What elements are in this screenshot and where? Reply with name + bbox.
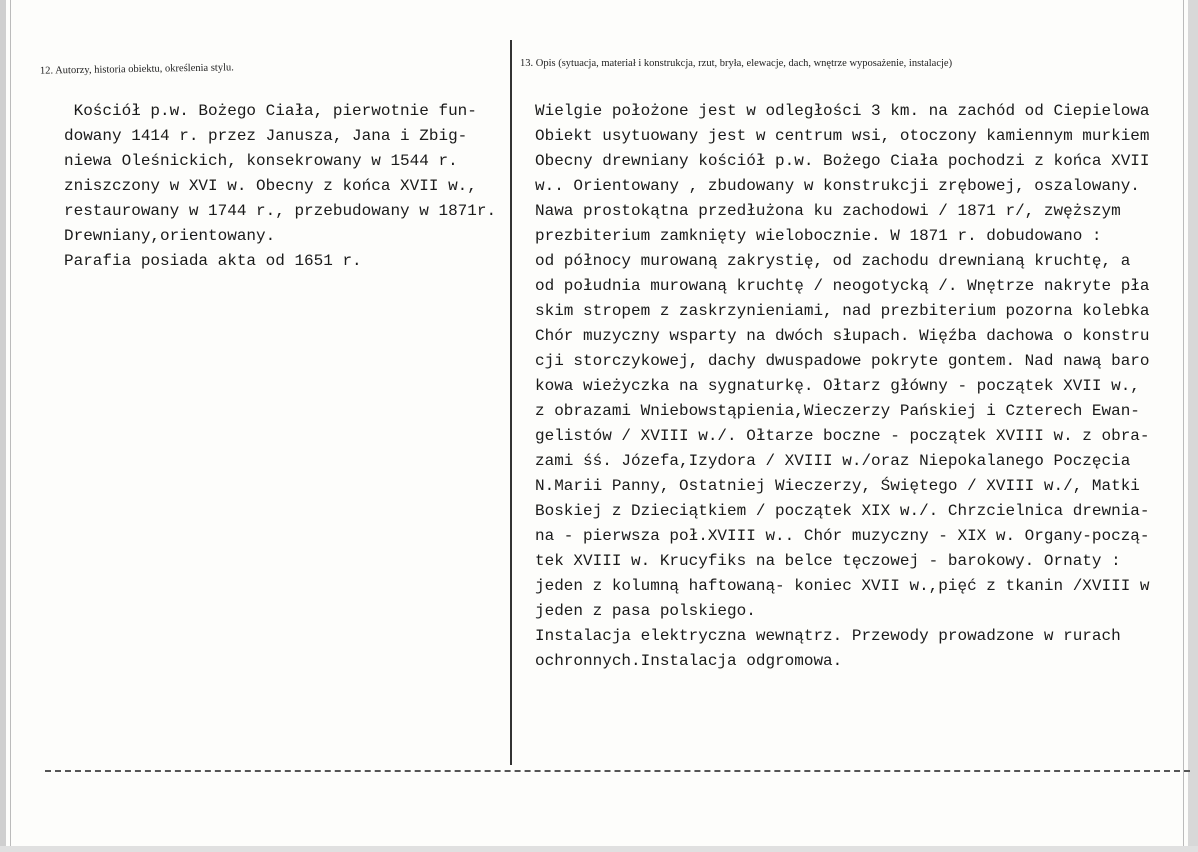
- page-edge-left: [0, 0, 6, 852]
- text-line: Wielgie położone jest w odległości 3 km. na zachód od Ciepielowa: [535, 102, 1150, 120]
- section-13-body: [535, 99, 1150, 674]
- text-line: zami śś. Józefa,Izydora / XVIII w./oraz Niepokalanego Poczęcia: [535, 452, 1131, 470]
- text-line: Obiekt usytuowany jest w centrum wsi, otoczony kamiennym murkiem: [535, 127, 1150, 145]
- page-edge-bottom: [0, 846, 1198, 852]
- text-line: jeden z pasa polskiego.: [535, 602, 756, 620]
- text-line: Instalacja elektryczna wewnątrz. Przewody prowadzone w rurach: [535, 627, 1121, 645]
- text-line: cji storczykowej, dachy dwuspadowe pokryte gontem. Nad nawą baro: [535, 352, 1150, 370]
- text-line: zniszczony w XVI w. Obecny z końca XVII w.,: [64, 177, 477, 195]
- text-line: skim stropem z zaskrzynieniami, nad prezbiterium pozorna kolebka: [535, 302, 1150, 320]
- text-line: N.Marii Panny, Ostatniej Wieczerzy, Świętego / XVIII w./, Matki: [535, 477, 1140, 495]
- page-edge-line: [1183, 0, 1184, 852]
- text-line: Kościół p.w. Bożego Ciała, pierwotnie fun-: [64, 102, 477, 120]
- text-line: od południa murowaną kruchtę / neogotycką /. Wnętrze nakryte pła: [535, 277, 1150, 295]
- bottom-rule: [45, 770, 1190, 772]
- section-13-header: 13. Opis (sytuacja, materiał i konstrukcja, rzut, bryła, elewacje, dach, wnętrze wyposażenie, instalacje): [520, 58, 953, 69]
- text-line: Nawa prostokątna przedłużona ku zachodowi / 1871 r/, zwęższym: [535, 202, 1121, 220]
- section-12-header: 12. Autorzy, historia obiektu, określenia stylu.: [39, 62, 234, 77]
- text-line: Boskiej z Dzieciątkiem / początek XIX w./. Chrzcielnica drewnia-: [535, 502, 1150, 520]
- text-line: Drewniany,orientowany.: [64, 227, 276, 245]
- text-line: tek XVIII w. Krucyfiks na belce tęczowej - barokowy. Ornaty :: [535, 552, 1121, 570]
- text-line: dowany 1414 r. przez Janusza, Jana i Zbig-: [64, 127, 468, 145]
- column-divider: [510, 40, 512, 765]
- text-line: Obecny drewniany kościół p.w. Bożego Ciała pochodzi z końca XVII: [535, 152, 1150, 170]
- text-line: restaurowany w 1744 r., przebudowany w 1871r.: [64, 202, 497, 220]
- text-line: kowa wieżyczka na sygnaturkę. Ołtarz główny - początek XVII w.,: [535, 377, 1140, 395]
- text-line: Chór muzyczny wsparty na dwóch słupach. Więźba dachowa o konstru: [535, 327, 1150, 345]
- text-line: Parafia posiada akta od 1651 r.: [64, 252, 362, 270]
- page-edge-right: [1188, 0, 1198, 852]
- page-edge-line: [10, 0, 11, 852]
- text-line: niewa Oleśnickich, konsekrowany w 1544 r.: [64, 152, 458, 170]
- text-line: jeden z kolumną haftowaną- koniec XVII w.,pięć z tkanin /XVIII w: [535, 577, 1150, 595]
- section-12-body: [64, 99, 496, 274]
- text-line: z obrazami Wniebowstąpienia,Wieczerzy Pańskiej i Czterech Ewan-: [535, 402, 1140, 420]
- text-line: na - pierwsza poł.XVIII w.. Chór muzyczny - XIX w. Organy-począ-: [535, 527, 1150, 545]
- text-line: gelistów / XVIII w./. Ołtarze boczne - początek XVIII w. z obra-: [535, 427, 1150, 445]
- text-line: ochronnych.Instalacja odgromowa.: [535, 652, 843, 670]
- text-line: prezbiterium zamknięty wielobocznie. W 1871 r. dobudowano :: [535, 227, 1102, 245]
- text-line: od północy murowaną zakrystię, od zachodu drewnianą kruchtę, a: [535, 252, 1131, 270]
- text-line: w.. Orientowany , zbudowany w konstrukcji zrębowej, oszalowany.: [535, 177, 1140, 195]
